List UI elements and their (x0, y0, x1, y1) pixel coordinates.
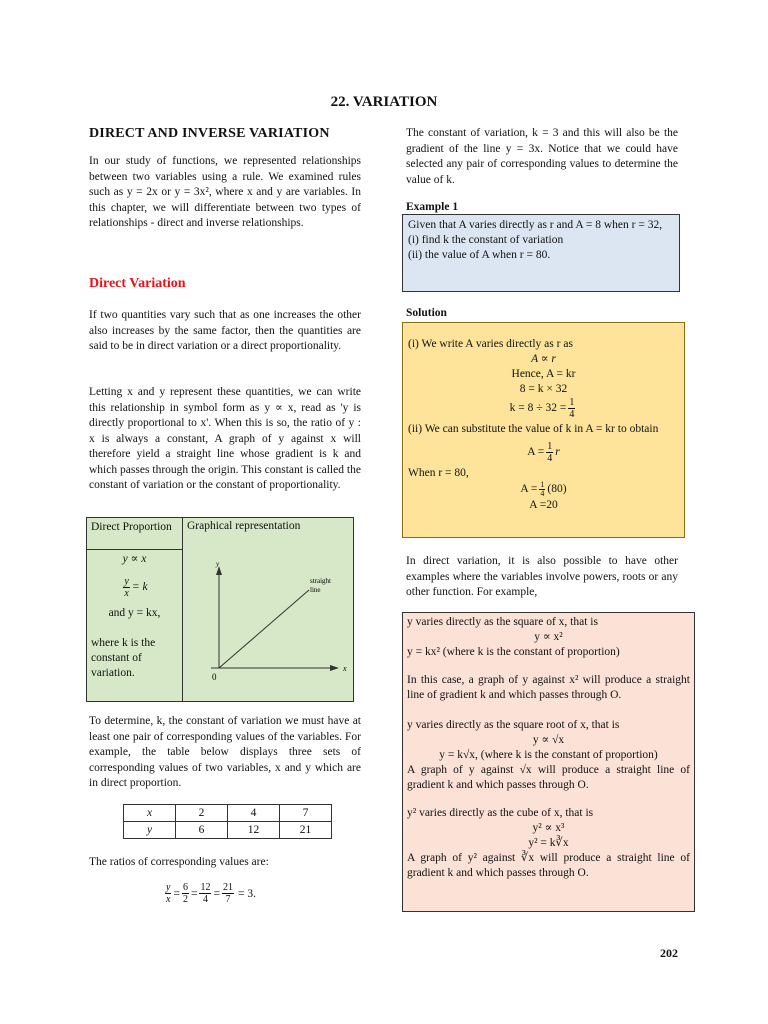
direct-proportion-graph (183, 550, 353, 700)
paragraph-3-text: To determine, k, the constant of variation we must have at least one pair of corresponding values of the variables. For example, the table below displays three sets of corresponding values of two variables, x and y which are in direct proportion. (89, 715, 361, 789)
x-axis-arrow (330, 665, 339, 671)
straight-line-plot (219, 590, 309, 668)
grid-divider-horizontal (87, 549, 182, 550)
solution-line: 8 = k × 32 (519, 383, 568, 395)
solution-line: (ii) We can substitute the value of k in A = kr to obtain (408, 423, 659, 435)
pink-line: y varies directly as the square root of x, that is (407, 719, 620, 731)
examples-box (402, 612, 695, 912)
solution-line: When r = 80, (408, 467, 469, 479)
solution-line: Hence, A = kr (511, 368, 576, 380)
paragraph-2-text: Letting x and y represent these quantities, we can write this relationship in symbol form as y ∝ x, read as 'y is directly proportional to x'. When this is so, the ratio of y : x is always a constant, A graph of y against x will therefore yield a straight line whose gradient is k and which passes through the origin. This constant is called the constant of variation or the constant of proportionality. (89, 386, 361, 491)
table-cell: 4 (228, 805, 280, 822)
ratio-fraction: $\frac{y}{x}$ (124, 576, 129, 599)
example-line-2: (i) find k the constant of variation (408, 234, 564, 246)
solution-line: A ∝ r (531, 353, 556, 365)
solution-line: (i) We write A varies directly as r as (408, 338, 573, 350)
paragraph-1-text: If two quantities vary such that as one increases the other also increases by the same factor, then the quantities are said to be in direct variation or a direct proportionality. (89, 309, 361, 352)
fraction: $\frac{6}{2}$ (182, 882, 188, 905)
example-line-1: Given that A varies directly as r and A = 8 when r = 32, (408, 219, 663, 231)
solution-line: A = $\frac{1}{4}$ r (527, 441, 560, 464)
table-cell: 7 (280, 805, 332, 822)
paragraph-mid-right-text: In direct variation, it is also possible to have other examples where the variables involve powers, roots or any other function. For example, (406, 555, 678, 598)
pink-line: A graph of y² against ∛x will produce a straight line of gradient k and which passes through O. (407, 852, 690, 879)
paragraph-mid-right (406, 554, 678, 601)
solution-box (402, 322, 685, 538)
pink-line: y² varies directly as the cube of x, that is (407, 807, 594, 819)
example-heading: Example 1 (406, 201, 459, 213)
pink-line: In this case, a graph of y against x² will produce a straight line of gradient k and which passes through O. (407, 674, 690, 701)
pink-line: y² = k∛x (528, 837, 569, 849)
table-cell: 2 (176, 805, 228, 822)
fraction: $\frac{y}{x}$ (166, 882, 171, 905)
paragraph-top-right (406, 126, 678, 188)
table-cell: y (124, 822, 176, 839)
pink-line: y = k√x, (where k is the constant of proportion) (439, 749, 658, 761)
grid-note: where k is the constant of variation. (91, 637, 156, 679)
table-cell: 21 (280, 822, 332, 839)
intro-text: In our study of functions, we represented relationships between two variables using a rule. We examined rules such as y = 2x or y = 3x², where x and y are variables. In this chapter, we will differentiate between two types of relationships - direct and inverse relationships. (89, 155, 361, 229)
section-heading: DIRECT AND INVERSE VARIATION (89, 126, 330, 141)
pink-line: A graph of y against √x will produce a straight line of gradient k and which passes through O. (407, 764, 690, 791)
intro-paragraph (89, 154, 361, 232)
table-row (124, 822, 332, 839)
grid-line-equation: and y = kx, (108, 607, 161, 619)
origin-label: 0 (212, 672, 217, 682)
proportion-grid (86, 517, 354, 702)
x-axis-label: x (343, 664, 347, 673)
grid-line-proportion: y ∝ x (122, 553, 147, 565)
example-box (402, 214, 680, 292)
table-cell: 6 (176, 822, 228, 839)
ratios-equation: $\frac{y}{x}$ = $\frac{6}{2}$ = $\frac{12}{4}$ = $\frac{21}{7}$ = 3. (166, 882, 256, 905)
solution-line: A = $\frac{1}{4}$ (80) (520, 480, 567, 498)
table-row (124, 805, 332, 822)
pink-line: y = kx² (where k is the constant of proportion) (407, 646, 620, 658)
line-label-2: line (310, 586, 321, 594)
values-table (123, 804, 332, 839)
fraction: $\frac{1}{4}$ (540, 480, 545, 498)
pink-line: y² ∝ x³ (532, 822, 565, 834)
fraction: $\frac{21}{7}$ (222, 882, 233, 905)
ratios-intro: The ratios of corresponding values are: (89, 856, 269, 868)
paragraph-3 (89, 714, 361, 792)
grid-line-ratio: $\frac{y}{x}$ = k (124, 576, 148, 599)
fraction: $\frac{12}{4}$ (200, 882, 211, 905)
fraction: $\frac{1}{4}$ (569, 397, 575, 420)
grid-header-graph: Graphical representation (187, 520, 301, 532)
pink-line: y ∝ √x (532, 734, 565, 746)
paragraph-1 (89, 308, 361, 355)
y-axis-label: y (216, 560, 220, 568)
solution-heading: Solution (406, 307, 447, 319)
example-line-3: (ii) the value of A when r = 80. (408, 249, 551, 261)
fraction: $\frac{1}{4}$ (547, 441, 553, 464)
line-label-1: straight (310, 577, 331, 585)
pink-line: y ∝ x² (534, 631, 563, 643)
paragraph-top-right-text: The constant of variation, k = 3 and this will also be the gradient of the line y = 3x. Notice that we could have selected any pair of corresponding values to determine the value of k. (406, 127, 678, 186)
table-cell: x (124, 805, 176, 822)
table-cell: 12 (228, 822, 280, 839)
solution-line: k = 8 ÷ 32 = $\frac{1}{4}$ (509, 397, 575, 420)
page-number: 202 (660, 946, 678, 960)
pink-line: y varies directly as the square of x, that is (407, 616, 598, 628)
solution-line: A =20 (529, 499, 558, 511)
grid-header-direct: Direct Proportion (91, 521, 172, 533)
page-title: 22. VARIATION (330, 94, 438, 110)
paragraph-2 (89, 385, 361, 494)
direct-variation-heading: Direct Variation (89, 276, 186, 291)
